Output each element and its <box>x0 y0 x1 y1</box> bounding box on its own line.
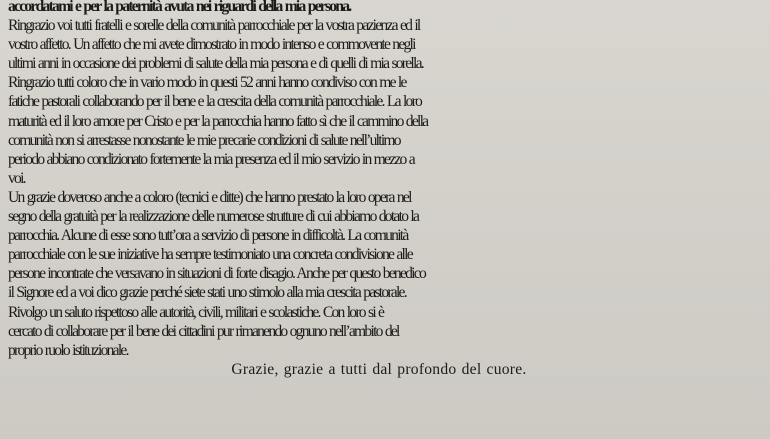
text-line: voi. <box>8 169 25 187</box>
text-line: comunità non si arrestasse nonostante le mie precarie condizioni di salute nell’ultimo <box>8 131 400 149</box>
text-line: proprio ruolo istituzionale. <box>8 341 128 359</box>
text-line: fatiche pastorali collaborando per il bene e la crescita della comunità parrocchiale. La loro <box>8 93 422 111</box>
text-line: il Signore ed a voi dico grazie perché siete stati uno stimolo alla mia crescita pastorale. <box>8 284 406 302</box>
text-line: Ringrazio tutti coloro che in vario modo in questi 52 anni hanno condiviso con me le <box>8 74 406 92</box>
text-line: cercato di collaborare per il bene dei cittadini pur rimanendo ognuno nell’ambito del <box>8 322 399 340</box>
text-line: ultimi anni in occasione dei problemi di salute della mia persona e di quelli di mia sorella. <box>8 55 423 73</box>
text-line: accordatami e per la paternità avuta nei riguardi della mia persona. <box>8 0 351 15</box>
letter-body <box>8 0 768 379</box>
text-line: Ringrazio voi tutti fratelli e sorelle della comunità parrocchiale per la vostra pazienza ed il <box>8 17 420 35</box>
text-line: persone incontrate che versavano in situazioni di forte disagio. Anche per questo benedico <box>8 265 425 283</box>
text-line: segno della gratuità per la realizzazione delle numerose strutture di cui abbiamo dotato la <box>8 208 419 226</box>
text-line: periodo abbiano condizionato fortemente la mia presenza ed il mio servizio in mezzo a <box>8 150 414 168</box>
text-line: Un grazie doveroso anche a coloro (tecnici e ditte) che hanno prestato la loro opera nel <box>8 188 411 206</box>
closing-line: Grazie, grazie a tutti dal profondo del cuore. <box>231 360 527 378</box>
text-line: vostro affetto. Un affetto che mi avete dimostrato in modo intenso e commovente negli <box>8 36 415 54</box>
text-line: parrocchiale con le sue iniziative ha sempre testimoniato una concreta condivisione alle <box>8 246 412 264</box>
text-line: maturità ed il loro amore per Cristo e per la parrocchia hanno fatto sì che il cammino della <box>8 112 428 130</box>
text-line: Rivolgo un saluto rispettoso alle autorità, civili, militari e scolastiche. Con loro si è <box>8 303 384 321</box>
text-line: parrocchia. Alcune di esse sono tutt’ora a servizio di persone in difficoltà. La comunità <box>8 227 408 245</box>
